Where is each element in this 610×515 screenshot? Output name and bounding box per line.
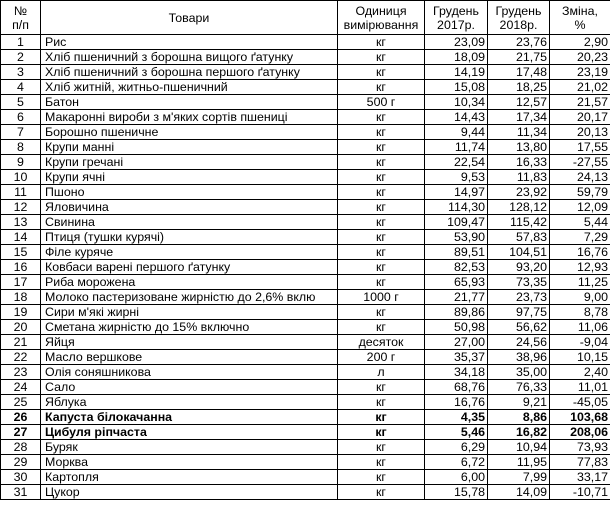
product-unit: кг — [338, 320, 425, 335]
product-name: Сири м'які жирні — [41, 305, 338, 320]
product-unit: кг — [338, 440, 425, 455]
price-2018: 10,94 — [488, 440, 550, 455]
product-unit: кг — [338, 215, 425, 230]
row-number: 12 — [1, 200, 41, 215]
product-unit: кг — [338, 380, 425, 395]
price-change: 12,09 — [550, 200, 610, 215]
header-num: № п/п — [1, 1, 41, 35]
header-change: Зміна, % — [550, 1, 610, 35]
row-number: 19 — [1, 305, 41, 320]
price-2017: 18,09 — [425, 50, 488, 65]
product-name: Сметана жирністю до 15% включно — [41, 320, 338, 335]
table-row — [1, 95, 610, 110]
price-2017: 114,30 — [425, 200, 488, 215]
price-change: 9,00 — [550, 290, 610, 305]
price-2018: 16,33 — [488, 155, 550, 170]
product-name: Птиця (тушки курячі) — [41, 230, 338, 245]
price-change: 103,68 — [550, 410, 610, 425]
product-name: Молоко пастеризоване жирністю до 2,6% вклю — [41, 290, 338, 305]
product-name: Пшоно — [41, 185, 338, 200]
table-row — [1, 80, 610, 95]
row-number: 13 — [1, 215, 41, 230]
product-name: Картопля — [41, 470, 338, 485]
row-number: 10 — [1, 170, 41, 185]
product-name: Хліб пшеничний з борошна першого ґатунку — [41, 65, 338, 80]
price-change: 208,06 — [550, 425, 610, 440]
product-name: Сало — [41, 380, 338, 395]
table-row — [1, 65, 610, 80]
price-2017: 68,76 — [425, 380, 488, 395]
product-name: Хліб житній, житньо-пшеничний — [41, 80, 338, 95]
price-2018: 13,80 — [488, 140, 550, 155]
row-number: 31 — [1, 485, 41, 500]
product-unit: кг — [338, 485, 425, 500]
row-number: 29 — [1, 455, 41, 470]
price-change: -10,71 — [550, 485, 610, 500]
price-change: 10,15 — [550, 350, 610, 365]
price-2018: 16,82 — [488, 425, 550, 440]
table-row — [1, 200, 610, 215]
price-2018: 18,25 — [488, 80, 550, 95]
price-2017: 34,18 — [425, 365, 488, 380]
price-2018: 115,42 — [488, 215, 550, 230]
product-unit: кг — [338, 125, 425, 140]
header-dec-2017: Грудень 2017р. — [425, 1, 488, 35]
row-number: 8 — [1, 140, 41, 155]
table-body — [1, 35, 610, 500]
price-change: 5,44 — [550, 215, 610, 230]
product-name: Морква — [41, 455, 338, 470]
price-2017: 109,47 — [425, 215, 488, 230]
table-row — [1, 140, 610, 155]
price-2017: 65,93 — [425, 275, 488, 290]
row-number: 30 — [1, 470, 41, 485]
row-number: 17 — [1, 275, 41, 290]
price-2018: 14,09 — [488, 485, 550, 500]
product-name: Рис — [41, 35, 338, 50]
product-unit: 500 г — [338, 95, 425, 110]
price-2017: 16,76 — [425, 395, 488, 410]
price-change: 20,13 — [550, 125, 610, 140]
product-name: Яйця — [41, 335, 338, 350]
price-2018: 24,56 — [488, 335, 550, 350]
product-unit: кг — [338, 110, 425, 125]
price-change: 20,17 — [550, 110, 610, 125]
table-row — [1, 320, 610, 335]
product-unit: 200 г — [338, 350, 425, 365]
header-dec-2018: Грудень 2018р. — [488, 1, 550, 35]
price-2018: 7,99 — [488, 470, 550, 485]
price-2017: 15,08 — [425, 80, 488, 95]
row-number: 9 — [1, 155, 41, 170]
price-change: 21,02 — [550, 80, 610, 95]
table-row — [1, 485, 610, 500]
row-number: 6 — [1, 110, 41, 125]
product-name: Свинина — [41, 215, 338, 230]
product-name: Батон — [41, 95, 338, 110]
price-2018: 56,62 — [488, 320, 550, 335]
price-2017: 27,00 — [425, 335, 488, 350]
price-2017: 53,90 — [425, 230, 488, 245]
price-change: 11,01 — [550, 380, 610, 395]
table-row — [1, 155, 610, 170]
price-2017: 9,53 — [425, 170, 488, 185]
price-change: 7,29 — [550, 230, 610, 245]
row-number: 14 — [1, 230, 41, 245]
table-row — [1, 380, 610, 395]
product-unit: кг — [338, 260, 425, 275]
table-row — [1, 260, 610, 275]
product-unit: кг — [338, 275, 425, 290]
table-row — [1, 50, 610, 65]
price-change: 59,79 — [550, 185, 610, 200]
table-row — [1, 35, 610, 50]
row-number: 1 — [1, 35, 41, 50]
price-change: 2,90 — [550, 35, 610, 50]
product-unit: кг — [338, 200, 425, 215]
price-2017: 9,44 — [425, 125, 488, 140]
price-2018: 9,21 — [488, 395, 550, 410]
price-2017: 35,37 — [425, 350, 488, 365]
price-2017: 11,74 — [425, 140, 488, 155]
price-2017: 15,78 — [425, 485, 488, 500]
row-number: 23 — [1, 365, 41, 380]
product-name: Капуста білокачанна — [41, 410, 338, 425]
product-unit: кг — [338, 245, 425, 260]
price-2017: 21,77 — [425, 290, 488, 305]
price-2017: 82,53 — [425, 260, 488, 275]
row-number: 18 — [1, 290, 41, 305]
price-2017: 50,98 — [425, 320, 488, 335]
product-unit: кг — [338, 35, 425, 50]
price-2018: 23,92 — [488, 185, 550, 200]
price-2018: 11,95 — [488, 455, 550, 470]
row-number: 2 — [1, 50, 41, 65]
price-change: 20,23 — [550, 50, 610, 65]
price-2018: 97,75 — [488, 305, 550, 320]
price-2018: 23,73 — [488, 290, 550, 305]
row-number: 28 — [1, 440, 41, 455]
table-row — [1, 455, 610, 470]
price-2018: 38,96 — [488, 350, 550, 365]
product-unit: кг — [338, 425, 425, 440]
table-row — [1, 335, 610, 350]
price-change: 11,06 — [550, 320, 610, 335]
price-2018: 17,34 — [488, 110, 550, 125]
table-row — [1, 275, 610, 290]
price-2018: 8,86 — [488, 410, 550, 425]
price-change: 16,76 — [550, 245, 610, 260]
table-row — [1, 215, 610, 230]
price-change: 73,93 — [550, 440, 610, 455]
product-name: Крупи ячні — [41, 170, 338, 185]
product-unit: л — [338, 365, 425, 380]
table-row — [1, 125, 610, 140]
table-row — [1, 425, 610, 440]
row-number: 25 — [1, 395, 41, 410]
product-unit: кг — [338, 305, 425, 320]
product-name: Крупи гречані — [41, 155, 338, 170]
product-name: Яловичина — [41, 200, 338, 215]
table-row — [1, 395, 610, 410]
product-name: Філе куряче — [41, 245, 338, 260]
price-change: 11,25 — [550, 275, 610, 290]
product-name: Риба морожена — [41, 275, 338, 290]
row-number: 27 — [1, 425, 41, 440]
price-change: 17,55 — [550, 140, 610, 155]
price-change: 12,93 — [550, 260, 610, 275]
table-row — [1, 245, 610, 260]
price-2017: 89,86 — [425, 305, 488, 320]
row-number: 22 — [1, 350, 41, 365]
price-2017: 14,97 — [425, 185, 488, 200]
price-change: 21,57 — [550, 95, 610, 110]
table-row — [1, 185, 610, 200]
table-row — [1, 470, 610, 485]
row-number: 4 — [1, 80, 41, 95]
price-2017: 14,43 — [425, 110, 488, 125]
table-row — [1, 305, 610, 320]
price-change: 8,78 — [550, 305, 610, 320]
price-2017: 22,54 — [425, 155, 488, 170]
price-2018: 23,76 — [488, 35, 550, 50]
product-name: Цукор — [41, 485, 338, 500]
price-2017: 89,51 — [425, 245, 488, 260]
price-change: -45,05 — [550, 395, 610, 410]
price-change: 24,13 — [550, 170, 610, 185]
product-name: Яблука — [41, 395, 338, 410]
price-2018: 104,51 — [488, 245, 550, 260]
price-change: 23,19 — [550, 65, 610, 80]
product-name: Олія соняшникова — [41, 365, 338, 380]
price-change: 33,17 — [550, 470, 610, 485]
price-2017: 4,35 — [425, 410, 488, 425]
product-name: Масло вершкове — [41, 350, 338, 365]
price-2018: 128,12 — [488, 200, 550, 215]
product-name: Буряк — [41, 440, 338, 455]
price-2017: 10,34 — [425, 95, 488, 110]
row-number: 11 — [1, 185, 41, 200]
product-name: Макаронні вироби з м'яких сортів пшениці — [41, 110, 338, 125]
price-2018: 73,35 — [488, 275, 550, 290]
price-2018: 76,33 — [488, 380, 550, 395]
price-2017: 6,72 — [425, 455, 488, 470]
row-number: 7 — [1, 125, 41, 140]
product-unit: кг — [338, 395, 425, 410]
product-unit: кг — [338, 50, 425, 65]
product-name: Крупи манні — [41, 140, 338, 155]
price-2018: 11,34 — [488, 125, 550, 140]
price-2017: 6,29 — [425, 440, 488, 455]
product-unit: 1000 г — [338, 290, 425, 305]
price-2017: 14,19 — [425, 65, 488, 80]
product-name: Хліб пшеничний з борошна вищого ґатунку — [41, 50, 338, 65]
product-unit: кг — [338, 170, 425, 185]
product-unit: кг — [338, 470, 425, 485]
row-number: 15 — [1, 245, 41, 260]
price-change: 2,40 — [550, 365, 610, 380]
price-2017: 23,09 — [425, 35, 488, 50]
price-change: -9,04 — [550, 335, 610, 350]
price-2018: 17,48 — [488, 65, 550, 80]
product-name: Цибуля ріпчаста — [41, 425, 338, 440]
price-2018: 12,57 — [488, 95, 550, 110]
row-number: 5 — [1, 95, 41, 110]
header-row — [1, 1, 610, 35]
price-2017: 5,46 — [425, 425, 488, 440]
price-change: 77,83 — [550, 455, 610, 470]
price-2017: 6,00 — [425, 470, 488, 485]
product-unit: кг — [338, 155, 425, 170]
product-unit: кг — [338, 410, 425, 425]
product-name: Ковбаси варені першого ґатунку — [41, 260, 338, 275]
table-row — [1, 110, 610, 125]
row-number: 16 — [1, 260, 41, 275]
price-2018: 11,83 — [488, 170, 550, 185]
product-unit: кг — [338, 140, 425, 155]
price-change: -27,55 — [550, 155, 610, 170]
price-2018: 35,00 — [488, 365, 550, 380]
product-unit: кг — [338, 80, 425, 95]
product-unit: кг — [338, 65, 425, 80]
product-unit: кг — [338, 455, 425, 470]
table-row — [1, 350, 610, 365]
table-row — [1, 440, 610, 455]
table-row — [1, 170, 610, 185]
product-unit: кг — [338, 230, 425, 245]
row-number: 26 — [1, 410, 41, 425]
row-number: 24 — [1, 380, 41, 395]
header-unit: Одиниця вимірювання — [338, 1, 425, 35]
product-unit: десяток — [338, 335, 425, 350]
row-number: 20 — [1, 320, 41, 335]
table-row — [1, 365, 610, 380]
table-row — [1, 290, 610, 305]
price-2018: 57,83 — [488, 230, 550, 245]
row-number: 21 — [1, 335, 41, 350]
table-row — [1, 410, 610, 425]
product-unit: кг — [338, 185, 425, 200]
header-goods: Товари — [41, 1, 338, 35]
table-row — [1, 230, 610, 245]
price-2018: 93,20 — [488, 260, 550, 275]
row-number: 3 — [1, 65, 41, 80]
product-name: Борошно пшеничне — [41, 125, 338, 140]
price-2018: 21,75 — [488, 50, 550, 65]
